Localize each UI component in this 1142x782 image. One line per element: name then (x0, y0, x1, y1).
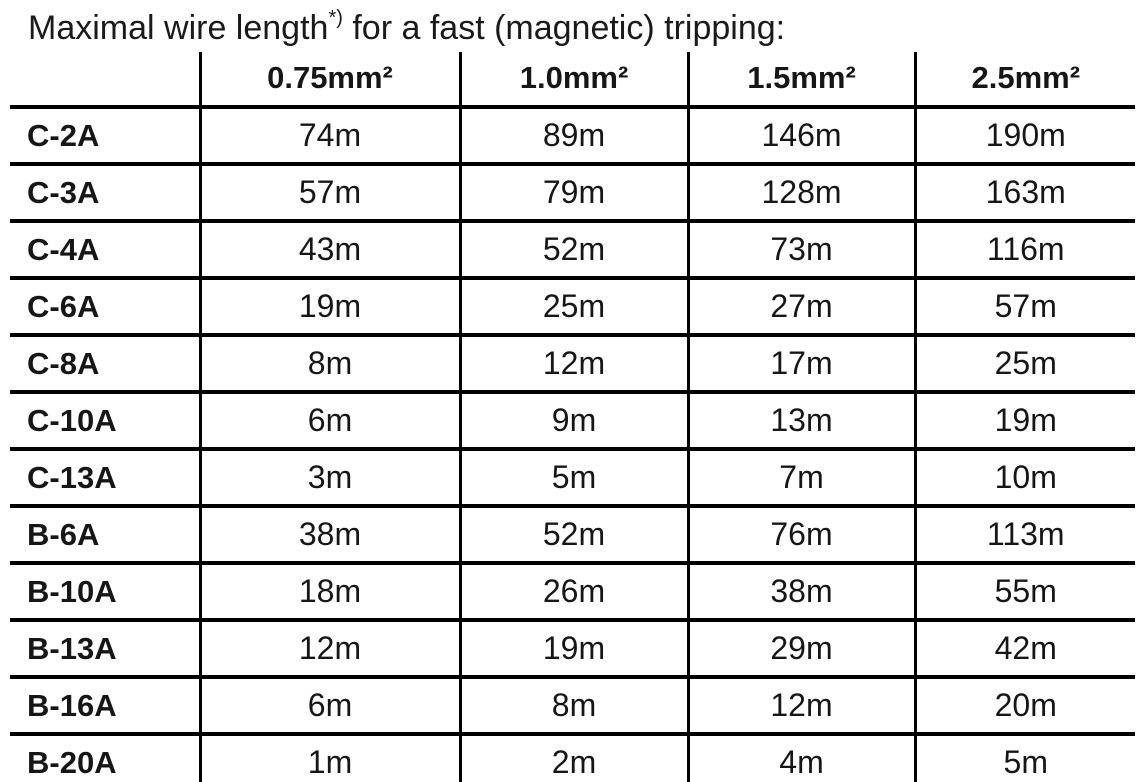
table-cell: 89m (460, 107, 688, 164)
row-label: C-13A (10, 449, 200, 506)
row-label: B-13A (10, 620, 200, 677)
table-row (10, 278, 1135, 335)
table-cell: 13m (688, 392, 915, 449)
table-cell: 43m (200, 221, 460, 278)
table-cell: 74m (200, 107, 460, 164)
table-cell: 52m (460, 221, 688, 278)
row-label: C-3A (10, 164, 200, 221)
table-row (10, 677, 1135, 734)
table-cell: 190m (915, 107, 1135, 164)
table-cell: 27m (688, 278, 915, 335)
table-cell: 116m (915, 221, 1135, 278)
table-row (10, 449, 1135, 506)
table-cell: 1m (200, 734, 460, 782)
table-cell: 5m (915, 734, 1135, 782)
table-cell: 20m (915, 677, 1135, 734)
row-label: B-20A (10, 734, 200, 782)
table-cell: 73m (688, 221, 915, 278)
table-cell: 19m (915, 392, 1135, 449)
table-row (10, 164, 1135, 221)
table-row (10, 563, 1135, 620)
row-label: C-10A (10, 392, 200, 449)
table-cell: 19m (460, 620, 688, 677)
table-cell: 79m (460, 164, 688, 221)
table-cell: 57m (915, 278, 1135, 335)
row-label: B-6A (10, 506, 200, 563)
table-cell: 4m (688, 734, 915, 782)
table-cell: 76m (688, 506, 915, 563)
table-cell: 18m (200, 563, 460, 620)
table-row (10, 335, 1135, 392)
table-cell: 38m (200, 506, 460, 563)
table-cell: 26m (460, 563, 688, 620)
table-cell: 42m (915, 620, 1135, 677)
row-label: B-16A (10, 677, 200, 734)
table-cell: 8m (200, 335, 460, 392)
table-row (10, 107, 1135, 164)
table-cell: 52m (460, 506, 688, 563)
table-cell: 38m (688, 563, 915, 620)
column-header-10mm: 1.0mm² (460, 52, 688, 107)
table-cell: 25m (915, 335, 1135, 392)
row-label: C-8A (10, 335, 200, 392)
table-row (10, 734, 1135, 782)
table-cell: 6m (200, 677, 460, 734)
table-cell: 19m (200, 278, 460, 335)
table-header-row (10, 52, 1135, 107)
column-header-075mm: 0.75mm² (200, 52, 460, 107)
title-suffix: for a fast (magnetic) tripping: (342, 9, 786, 47)
table-cell: 55m (915, 563, 1135, 620)
table-cell: 25m (460, 278, 688, 335)
table-cell: 163m (915, 164, 1135, 221)
column-header-25mm: 2.5mm² (915, 52, 1135, 107)
table-cell: 10m (915, 449, 1135, 506)
table-cell: 8m (460, 677, 688, 734)
table-cell: 3m (200, 449, 460, 506)
table-row (10, 221, 1135, 278)
wire-length-table (10, 52, 1135, 782)
table-cell: 12m (200, 620, 460, 677)
table-cell: 2m (460, 734, 688, 782)
table-cell: 5m (460, 449, 688, 506)
table-cell: 7m (688, 449, 915, 506)
table-cell: 17m (688, 335, 915, 392)
table-row (10, 392, 1135, 449)
table-row (10, 620, 1135, 677)
table-cell: 57m (200, 164, 460, 221)
table-cell: 128m (688, 164, 915, 221)
row-label: B-10A (10, 563, 200, 620)
table-cell: 12m (688, 677, 915, 734)
row-label: C-6A (10, 278, 200, 335)
table-cell: 6m (200, 392, 460, 449)
row-label: C-2A (10, 107, 200, 164)
page-title (0, 0, 1142, 52)
table-cell: 9m (460, 392, 688, 449)
corner-cell (10, 52, 200, 107)
table-cell: 12m (460, 335, 688, 392)
title-text: Maximal wire length (28, 9, 329, 47)
table-row (10, 506, 1135, 563)
column-header-15mm: 1.5mm² (688, 52, 915, 107)
table-cell: 29m (688, 620, 915, 677)
table-cell: 113m (915, 506, 1135, 563)
row-label: C-4A (10, 221, 200, 278)
table-cell: 146m (688, 107, 915, 164)
footnote-marker: *) (328, 7, 343, 29)
